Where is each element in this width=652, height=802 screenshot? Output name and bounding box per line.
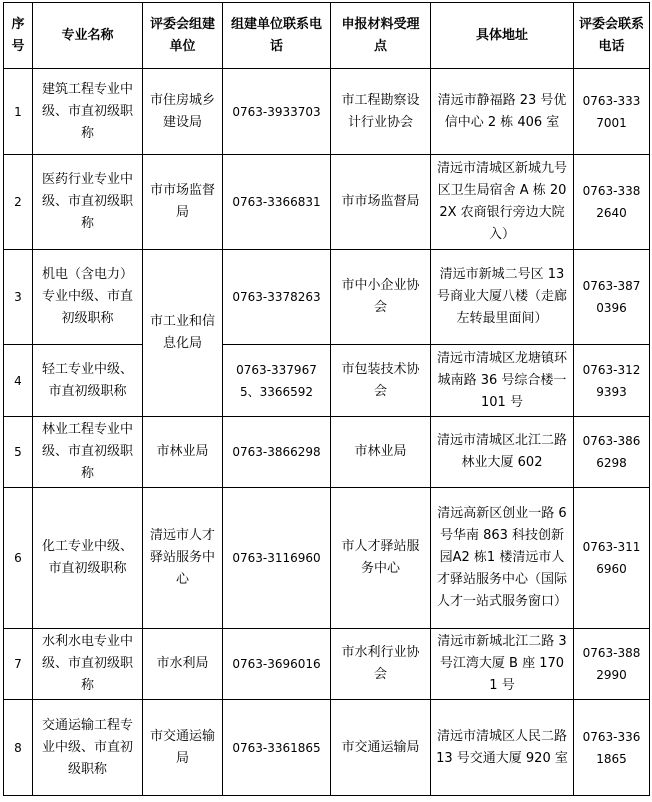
row-major: 化工专业中级、市直初级职称 [33,488,143,629]
row-accept: 市中小企业协会 [331,250,431,345]
row-address: 清远市新城北江二路 3 号江湾大厦 B 座 1701 号 [431,629,574,700]
row-org-phone: 0763-3866298 [223,417,331,488]
row-major: 轻工专业中级、市直初级职称 [33,345,143,417]
row-org-phone: 0763-3361865 [223,700,331,796]
header-accept: 申报材料受理点 [331,3,431,69]
row-org-phone: 0763-3933703 [223,69,331,155]
row-accept: 市人才驿站服务中心 [331,488,431,629]
row-accept: 市水利行业协会 [331,629,431,700]
row-org-phone: 0763-3366831 [223,155,331,250]
row-no: 3 [4,250,33,345]
row-no: 8 [4,700,33,796]
row-org: 市林业局 [143,417,223,488]
row-org: 市交通运输局 [143,700,223,796]
jury-info-table [3,2,650,796]
row-org: 清远市人才驿站服务中心 [143,488,223,629]
row-jury-phone: 0763-3129393 [574,345,650,417]
row-address: 清远高新区创业一路 6 号华南 863 科技创新园A2 栋1 楼清远市人才驿站服务中心（国际人才一站式服务窗口） [431,488,574,629]
row-accept: 市交通运输局 [331,700,431,796]
row-jury-phone: 0763-3337001 [574,69,650,155]
row-accept: 市林业局 [331,417,431,488]
row-jury-phone: 0763-3882990 [574,629,650,700]
row-no: 4 [4,345,33,417]
table-row [4,345,650,417]
row-address: 清远市静福路 23 号优信中心 2 栋 406 室 [431,69,574,155]
row-org: 市市场监督局 [143,155,223,250]
row-major: 交通运输工程专业中级、市直初级职称 [33,700,143,796]
row-no: 5 [4,417,33,488]
row-no: 2 [4,155,33,250]
row-major: 医药行业专业中级、市直初级职称 [33,155,143,250]
header-no: 序号 [4,3,33,69]
table-row [4,488,650,629]
row-org: 市水利局 [143,629,223,700]
row-major: 林业工程专业中级、市直初级职称 [33,417,143,488]
header-org: 评委会组建单位 [143,3,223,69]
row-org-phone: 0763-3696016 [223,629,331,700]
table-header-row [4,3,650,69]
row-jury-phone: 0763-3382640 [574,155,650,250]
row-accept: 市市场监督局 [331,155,431,250]
table-row [4,69,650,155]
row-org-phone: 0763-3378263 [223,250,331,345]
row-jury-phone: 0763-3361865 [574,700,650,796]
row-jury-phone: 0763-3870396 [574,250,650,345]
row-major: 水利水电专业中级、市直初级职称 [33,629,143,700]
table-row [4,250,650,345]
row-major: 机电（含电力）专业中级、市直初级职称 [33,250,143,345]
row-accept: 市包装技术协会 [331,345,431,417]
row-address: 清远市清城区北江二路林业大厦 602 [431,417,574,488]
table-row [4,155,650,250]
row-org-phone: 0763-3116960 [223,488,331,629]
row-no: 1 [4,69,33,155]
table-row [4,417,650,488]
header-jury-phone: 评委会联系电话 [574,3,650,69]
table-row [4,700,650,796]
row-jury-phone: 0763-3866298 [574,417,650,488]
row-jury-phone: 0763-3116960 [574,488,650,629]
table-row [4,629,650,700]
header-address: 具体地址 [431,3,574,69]
row-no: 6 [4,488,33,629]
row-org-phone: 0763-3379675、3366592 [223,345,331,417]
row-accept: 市工程勘察设计行业协会 [331,69,431,155]
header-org-phone: 组建单位联系电话 [223,3,331,69]
row-address: 清远市清城区龙塘镇环城南路 36 号综合楼一 101 号 [431,345,574,417]
row-major: 建筑工程专业中级、市直初级职称 [33,69,143,155]
row-address: 清远市新城二号区 13 号商业大厦八楼（走廊左转最里面间） [431,250,574,345]
row-address: 清远市清城区人民二路 13 号交通大厦 920 室 [431,700,574,796]
row-org: 市住房城乡建设局 [143,69,223,155]
row-no: 7 [4,629,33,700]
row-org: 市工业和信息化局 [143,250,223,417]
row-address: 清远市清城区新城九号区卫生局宿舍 A 栋 202X 农商银行旁边大院入） [431,155,574,250]
header-major: 专业名称 [33,3,143,69]
